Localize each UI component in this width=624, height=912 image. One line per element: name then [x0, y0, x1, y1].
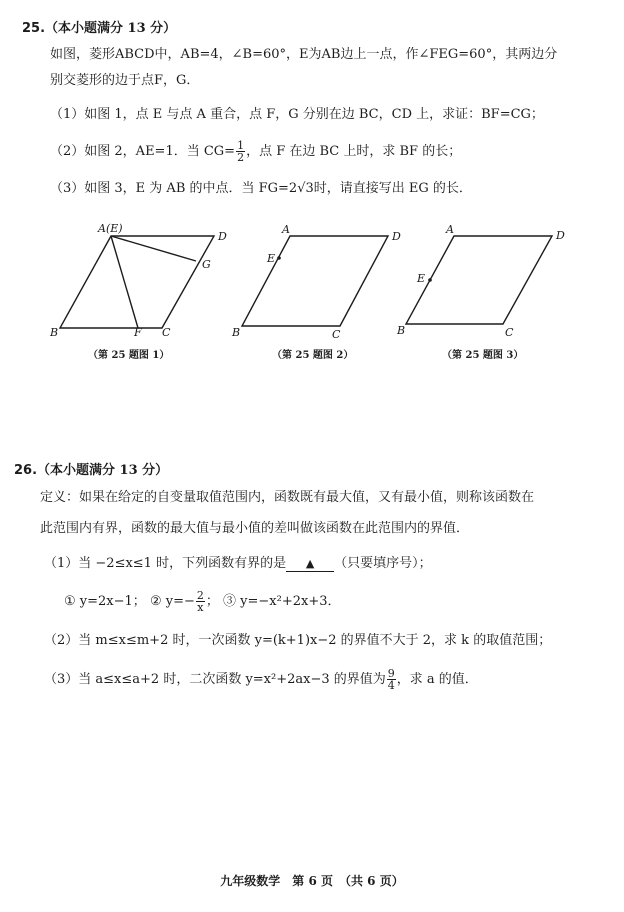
- q25-part3: （3）如图 3，E 为 AB 的中点．当 FG=2√3时，请直接写出 EG 的长．: [50, 181, 472, 196]
- fig3-label-d: D: [556, 229, 565, 242]
- q25-figure-3: [406, 236, 552, 324]
- fig2-label-b: B: [232, 326, 241, 339]
- q26-part1: [44, 555, 432, 573]
- q25-number: 25.: [22, 21, 46, 36]
- fig3-label-c: C: [505, 326, 514, 339]
- q25-part2-fraction-numerator: 1: [237, 139, 245, 152]
- q26-part2: （2）当 m≤x≤m+2 时，一次函数 y=(k+1)x−2 的界值不大于 2，求 k 的取值范围；: [44, 633, 552, 648]
- fig1-label-c: C: [162, 326, 171, 339]
- q25-part2: [50, 140, 461, 163]
- fig2-label-e: E: [267, 252, 276, 265]
- fig2-caption: （第 25 题图 2）: [272, 350, 354, 361]
- q26-definition-line2: 此范围内有界，函数的最大值与最小值的差叫做该函数在此范围内的界值．: [40, 521, 470, 536]
- q26-options: [64, 590, 340, 613]
- q25-score: （本小题满分 13 分）: [45, 21, 177, 36]
- q26-option-2-a: ② y=−: [149, 594, 195, 609]
- q26-part1-text-a: （1）当 −2≤x≤1 时，下列函数有界的是: [44, 556, 287, 571]
- q25-part1: （1）如图 1，点 E 与点 A 重合，点 F，G 分别在边 BC，CD 上，求证：BF=CG；: [50, 107, 544, 122]
- q25-part2-fraction: [236, 140, 245, 163]
- q26-part3-denominator: 4: [387, 679, 395, 692]
- q25-intro-line1: 如图，菱形ABCD中，AB=4，∠B=60°，E为AB边上一点，作∠FEG=60°，其两边分: [50, 47, 558, 62]
- q26-option-2-b: ；: [205, 594, 219, 609]
- q26-header: [14, 462, 168, 480]
- q26-option-2-fraction: [196, 590, 205, 613]
- q26-number: 26.: [14, 463, 38, 478]
- fig1-label-f: F: [134, 326, 142, 339]
- q26-option-2-denominator: x: [197, 601, 204, 614]
- fig2-label-d: D: [392, 230, 401, 243]
- q25-header: [22, 20, 176, 38]
- q26-score: （本小题满分 13 分）: [37, 463, 169, 478]
- fig1-label-b: B: [50, 326, 59, 339]
- q25-intro-line2: 别交菱形的边于点F，G．: [50, 73, 200, 88]
- q25-figure-2: [242, 236, 388, 326]
- q25-part2-text-a: （2）如图 2，AE=1．当 CG=: [50, 144, 236, 159]
- q26-part1-text-b: （只要填序号）；: [334, 556, 432, 571]
- q26-part3-fraction: [387, 668, 396, 691]
- fig1-segment-ag: [111, 236, 196, 261]
- q26-answer-blank: ▲: [286, 557, 334, 572]
- q26-option-3: ③ y=−x²+2x+3．: [223, 594, 341, 609]
- q25-figures: [0, 218, 624, 348]
- q25-part2-text-b: ，点 F 在边 BC 上时，求 BF 的长；: [246, 144, 462, 159]
- fig2-label-a: A: [282, 223, 290, 236]
- page-footer: 九年级数学 第 6 页 （共 6 页）: [220, 874, 404, 888]
- fig1-label-d: D: [218, 230, 227, 243]
- q26-part3-numerator: 9: [387, 667, 395, 680]
- q26-option-2-numerator: 2: [196, 589, 204, 602]
- fig3-label-b: B: [397, 324, 406, 337]
- fig2-rhombus: [242, 236, 388, 326]
- fig3-rhombus: [406, 236, 552, 324]
- q25-part2-fraction-denominator: 2: [237, 151, 245, 164]
- fig3-caption: （第 25 题图 3）: [442, 350, 524, 361]
- fig1-label-a: A(E): [98, 222, 123, 235]
- q26-part3: [44, 668, 478, 691]
- fig3-label-e: E: [417, 272, 426, 285]
- q26-part3-text-b: ，求 a 的值．: [396, 672, 478, 687]
- fig2-point-e: [277, 256, 281, 260]
- fig1-rhombus: [60, 236, 214, 328]
- fig3-point-e: [428, 278, 432, 282]
- fig1-caption: （第 25 题图 1）: [88, 350, 170, 361]
- q25-figure-1: [60, 236, 214, 328]
- fig1-label-g: G: [202, 258, 211, 271]
- fig1-segment-af: [111, 236, 138, 328]
- q26-option-1: ① y=2x−1；: [64, 594, 146, 609]
- fig2-label-c: C: [332, 328, 341, 341]
- q26-part3-text-a: （3）当 a≤x≤a+2 时，二次函数 y=x²+2ax−3 的界值为: [44, 672, 386, 687]
- fig3-label-a: A: [446, 223, 454, 236]
- q26-definition-line1: 定义：如果在给定的自变量取值范围内，函数既有最大值，又有最小值，则称该函数在: [40, 490, 535, 505]
